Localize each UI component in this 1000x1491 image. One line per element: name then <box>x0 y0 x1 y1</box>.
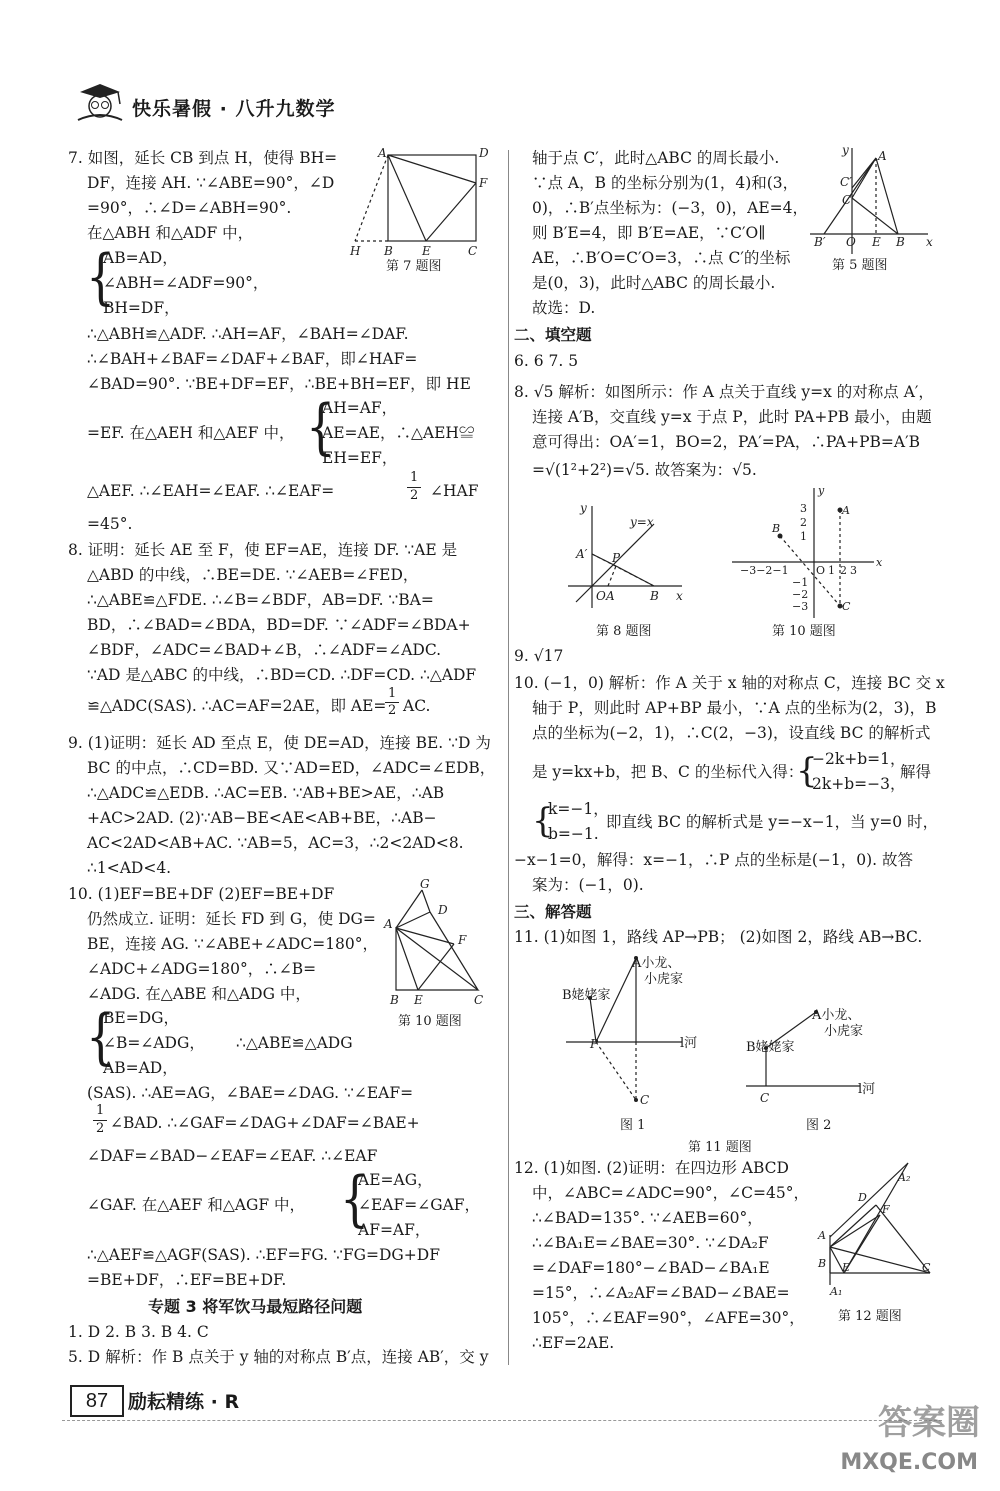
svg-text:1: 1 <box>800 530 807 543</box>
svg-text:2: 2 <box>800 516 807 529</box>
text-line: AE，∴B′O=C′O=3，∴点 C′的坐标 <box>532 249 791 267</box>
svg-text:A: A <box>606 589 615 603</box>
text-line: 轴于 P，则此时 AP+BP 最小，∵A 点的坐标为(2，3)，B <box>532 699 937 717</box>
text-line: BE=DG， <box>103 1009 180 1027</box>
text-line: AC. <box>403 697 431 715</box>
svg-text:B: B <box>384 244 393 258</box>
fraction-denominator: 2 <box>388 703 397 718</box>
text-line: 故选：D. <box>532 299 596 317</box>
svg-text:A: A <box>378 146 387 160</box>
fig11-label-a: 小虎家 <box>824 1024 864 1039</box>
svg-text:A: A <box>818 1229 826 1242</box>
text-line: b=−1. <box>548 825 599 843</box>
text-line: 案为：(−1，0). <box>532 876 644 894</box>
figure-caption: 图 2 <box>806 1118 832 1133</box>
svg-text:D: D <box>858 1191 867 1204</box>
svg-text:F: F <box>458 933 467 947</box>
fig11-label-river: l河 <box>858 1082 876 1097</box>
text-line: ∴∠BAD=135°. ∵∠AEB=60°， <box>532 1209 763 1227</box>
text-line: 在△ABH 和△ADF 中， <box>87 224 254 242</box>
svg-text:x: x <box>926 235 933 249</box>
text-line: BD，∴∠BAD=∠BDA，BD=DF. ∵∠ADF=∠BDA+ <box>87 616 471 634</box>
figure-5 <box>800 142 940 277</box>
svg-text:y=x: y=x <box>630 515 654 529</box>
text-line: 10. (−1，0) 解析：作 A 关于 x 轴的对称点 C，连接 BC 交 x <box>514 674 945 692</box>
fig11-label-a: 小虎家 <box>644 972 684 987</box>
text-line: ∴△ADC≌△EDB. ∴AC=EB. ∵AB+BE>AE，∴AB <box>87 784 445 802</box>
text-line: 轴于点 C′，此时△ABC 的周长最小. <box>532 149 780 167</box>
text-line: ∠BAD. ∴∠GAF=∠DAG+∠DAF=∠BAE+ <box>110 1114 420 1132</box>
svg-text:−2: −2 <box>792 588 809 601</box>
text-line: =√(1²+2²)=√5. 故答案为：√5. <box>532 461 757 479</box>
text-line: 是 y=kx+b，把 B、C 的坐标代入得： <box>532 763 804 781</box>
page-header-title: 快乐暑假 · 八升九数学 <box>132 98 336 120</box>
fraction-numerator: 1 <box>410 470 419 485</box>
fig11-label-river: l河 <box>680 1036 698 1051</box>
figure-caption: 第 10 题图 <box>772 624 836 639</box>
text-line: EH=EF， <box>322 449 398 467</box>
svg-text:x: x <box>676 589 683 603</box>
brace-icon: { <box>86 1000 116 1072</box>
svg-text:D: D <box>479 146 489 160</box>
text-line: 点的坐标为(−2，1)，∴C(2，−3)，设直线 BC 的解析式 <box>532 724 931 742</box>
text-line: =EF. 在△AEH 和△AEF 中， <box>87 424 295 442</box>
svg-text:P: P <box>590 1037 599 1051</box>
text-line: AB=AD， <box>103 1059 178 1077</box>
text-line: AC<2AD<AB+AC. ∵AB=5，AC=3，∴2<2AD<8. <box>87 834 464 852</box>
text-line: =15°，∴∠A₂AF=∠BAD−∠BAE= <box>532 1284 790 1302</box>
text-line: =45°. <box>87 515 133 533</box>
text-line: ∠ADG. 在△ABE 和△ADG 中， <box>87 985 311 1003</box>
text-line: (SAS). ∴AE=AG，∠BAE=∠DAG. ∵∠EAF= <box>87 1084 414 1102</box>
svg-text:C′: C′ <box>840 175 852 189</box>
text-line: AE=AE，∴△AEH≌ <box>322 424 475 442</box>
text-line: ∠HAF <box>430 482 479 500</box>
svg-text:2: 2 <box>840 564 847 577</box>
svg-text:A′: A′ <box>576 547 588 561</box>
footer-brand: 励耘精练 · R <box>128 1391 240 1413</box>
figure-caption: 第 12 题图 <box>838 1309 902 1324</box>
text-line: −x−1=0，解得：x=−1，∴P 点的坐标是(−1，0). 故答 <box>514 851 914 869</box>
text-line: AH=AF， <box>322 399 398 417</box>
svg-text:C: C <box>474 993 484 1007</box>
text-line: 1. D 2. B 3. B 4. C <box>68 1323 209 1341</box>
fig11-label-a: A小龙、 <box>632 956 681 971</box>
svg-text:−3−2−1: −3−2−1 <box>740 564 789 577</box>
text-line: DF，连接 AH. ∵∠ABE=90°，∠D <box>87 174 335 192</box>
figure-caption: 第 10 题图 <box>398 1014 462 1029</box>
watermark-logo: 答案圈 <box>878 1403 980 1443</box>
svg-text:P: P <box>612 551 621 565</box>
text-line: 105°，∴∠EAF=90°，∠AFE=30°， <box>532 1309 805 1327</box>
svg-text:O: O <box>596 589 606 603</box>
figure-10-left <box>382 878 500 1028</box>
text-line: 解得 <box>900 763 932 781</box>
svg-text:C: C <box>842 193 852 207</box>
text-line: 中，∠ABC=∠ADC=90°，∠C=45°， <box>532 1184 809 1202</box>
fraction-denominator: 2 <box>96 1121 105 1136</box>
text-line: AB=AD， <box>103 249 178 267</box>
text-line: ∵AD 是△ABC 的中线，∴BD=CD. ∴DF=CD. ∴△ADF <box>87 666 477 684</box>
fraction-numerator: 1 <box>96 1103 105 1118</box>
text-line: 即直线 BC 的解析式是 y=−x−1，当 y=0 时， <box>606 813 939 831</box>
fraction-numerator: 1 <box>388 686 397 701</box>
text-line: =∠DAF=180°−∠BAD−∠BA₁E <box>532 1259 770 1277</box>
text-line: ∴∠BA₁E=∠BAE=30°. ∵∠DA₂F <box>532 1234 769 1252</box>
text-line: BE，连接 AG. ∵∠ABE+∠ADC=180°， <box>87 935 379 953</box>
text-line: ∴∠BAH+∠BAF=∠DAF+∠BAF，即∠HAF= <box>87 350 418 368</box>
text-line: =BE+DF，∴EF=BE+DF. <box>87 1271 287 1289</box>
svg-text:E: E <box>414 993 423 1007</box>
text-line: 6. 6 7. 5 <box>514 352 579 370</box>
text-line: k=−1， <box>548 800 609 818</box>
brace-icon: { <box>86 240 116 312</box>
fig11-label-a: A小龙、 <box>812 1008 861 1023</box>
svg-text:x: x <box>876 556 883 569</box>
text-line: BH=DF， <box>103 299 180 317</box>
svg-text:D: D <box>438 903 448 917</box>
svg-text:E: E <box>872 235 881 249</box>
svg-text:y: y <box>580 501 587 515</box>
text-line: ∠ABH=∠ADF=90°， <box>103 274 269 292</box>
svg-text:B: B <box>390 993 399 1007</box>
svg-text:C: C <box>640 1093 650 1107</box>
text-line: 0)，∴B′点坐标为：(−3，0)，AE=4， <box>532 199 808 217</box>
figure-caption: 第 8 题图 <box>596 624 652 639</box>
text-line: BC 的中点，∴CD=BD. 又∵AD=ED，∠ADC=∠EDB， <box>87 759 496 777</box>
svg-text:B: B <box>772 522 781 535</box>
svg-text:−3: −3 <box>792 600 809 613</box>
section-title: 专题 3 将军饮马最短路径问题 <box>148 1297 363 1316</box>
text-line: 7. 如图，延长 CB 到点 H，使得 BH= <box>68 149 338 167</box>
footer-divider <box>62 1420 942 1421</box>
text-line: 5. D 解析：作 B 点关于 y 轴的对称点 B′点，连接 AB′，交 y <box>68 1348 489 1366</box>
watermark-url: MXQE.COM <box>840 1450 978 1475</box>
svg-text:E: E <box>422 244 431 258</box>
text-line: ∠B=∠ADG， <box>103 1034 205 1052</box>
svg-text:B: B <box>650 589 659 603</box>
text-line: AE=AG， <box>358 1171 433 1189</box>
text-line: ∴EF=2AE. <box>532 1334 615 1352</box>
svg-text:G: G <box>420 878 430 891</box>
text-line: △ABD 的中线，∴BE=DE. ∵∠AEB=∠FED， <box>87 566 419 584</box>
text-line: 9. √17 <box>514 647 564 665</box>
figure-caption: 第 11 题图 <box>688 1140 752 1155</box>
svg-text:3: 3 <box>800 502 807 515</box>
text-line: ∠ADC+∠ADG=180°，∴∠B= <box>87 960 317 978</box>
svg-text:3: 3 <box>850 564 857 577</box>
svg-text:B: B <box>896 235 905 249</box>
text-line: ∴△ABE≌△ADG <box>236 1034 353 1052</box>
svg-text:y: y <box>818 484 825 497</box>
svg-text:H: H <box>350 244 361 258</box>
text-line: ∴△AEF≌△AGF(SAS). ∴EF=FG. ∵FG=DG+DF <box>87 1246 440 1264</box>
svg-text:A₂: A₂ <box>898 1171 911 1184</box>
figure-caption: 第 7 题图 <box>386 259 442 274</box>
figure-10-right <box>728 480 888 640</box>
text-line: =90°，∴∠D=∠ABH=90°. <box>87 199 292 217</box>
svg-text:1: 1 <box>828 564 835 577</box>
text-line: ∠EAF=∠GAF， <box>358 1196 481 1214</box>
text-line: 9. (1)证明：延长 AD 至点 E，使 DE=AD，连接 BE. ∵D 为 <box>68 734 491 752</box>
svg-text:y: y <box>842 143 849 157</box>
svg-text:F: F <box>882 1203 890 1216</box>
text-line: ∵点 A，B 的坐标分别为(1，4)和(3， <box>532 174 799 192</box>
section-title: 三、解答题 <box>514 903 592 921</box>
figure-7 <box>338 145 498 273</box>
brace-icon: { <box>340 1162 370 1234</box>
svg-text:C: C <box>468 244 478 258</box>
svg-text:C: C <box>760 1091 770 1105</box>
text-line: ∴△ABH≌△ADF. ∴AH=AF，∠BAH=∠DAF. <box>87 325 409 343</box>
text-line: 8. 证明：延长 AE 至 F，使 EF=AE，连接 DF. ∵AE 是 <box>68 541 458 559</box>
svg-text:A: A <box>842 504 850 517</box>
text-line: 8. √5 解析：如图所示：作 A 点关于直线 y=x 的对称点 A′， <box>514 383 934 401</box>
text-line: ∴△ABE≌△FDE. ∴∠B=∠BDF，AB=DF. ∵BA= <box>87 591 434 609</box>
text-line: ∴1<AD<4. <box>87 859 172 877</box>
svg-text:A: A <box>384 917 393 931</box>
fig11-label-b: B姥姥家 <box>746 1040 795 1055</box>
svg-text:B: B <box>818 1257 827 1270</box>
text-line: ∠BDF，∠ADC=∠BAD+∠B，∴∠ADF=∠ADC. <box>87 641 442 659</box>
text-line: 则 B′E=4，即 B′E=AE，∵C′O∥ <box>532 224 766 242</box>
text-line: 11. (1)如图 1，路线 AP→PB； (2)如图 2，路线 AB→BC. <box>514 928 923 946</box>
svg-text:−1: −1 <box>792 576 809 589</box>
text-line: 12. (1)如图. (2)证明：在四边形 ABCD <box>514 1159 789 1177</box>
figure-12 <box>812 1155 942 1327</box>
svg-text:C: C <box>922 1261 931 1274</box>
svg-text:E: E <box>842 1261 851 1274</box>
header-mascot-icon <box>72 80 128 124</box>
svg-text:B′: B′ <box>814 235 826 249</box>
text-line: AF=AF， <box>358 1221 431 1239</box>
text-line: △AEF. ∴∠EAH=∠EAF. ∴∠EAF= <box>87 482 335 500</box>
text-line: ∠DAF=∠BAD−∠EAF=∠EAF. ∴∠EAF <box>87 1147 378 1165</box>
figure-8 <box>562 500 697 640</box>
figure-caption: 图 1 <box>620 1118 646 1133</box>
text-line: +AC>2AD. (2)∵AB−BE<AE<AB+BE，∴AB− <box>87 809 437 827</box>
fig11-label-b: B姥姥家 <box>562 988 611 1003</box>
svg-text:O: O <box>846 235 856 249</box>
text-line: ≌△ADC(SAS). ∴AC=AF=2AE，即 AE= <box>87 697 387 715</box>
section-title: 二、填空题 <box>514 326 592 344</box>
brace-icon: { <box>532 801 554 841</box>
text-line: 仍然成立. 证明：延长 FD 到 G，使 DG= <box>87 910 376 928</box>
text-line: 意可得出：OA′=1，BO=2，PA′=PA，∴PA+PB=A′B <box>532 433 921 451</box>
svg-text:A₁: A₁ <box>830 1285 843 1298</box>
column-divider <box>508 150 509 1365</box>
svg-text:C: C <box>842 600 851 613</box>
svg-text:F: F <box>479 176 488 190</box>
text-line: 10. (1)EF=BE+DF (2)EF=BE+DF <box>68 885 335 903</box>
svg-text:O: O <box>816 564 826 577</box>
brace-icon: { <box>796 751 818 791</box>
figure-11 <box>560 948 900 1153</box>
page-number: 87 <box>70 1385 124 1417</box>
svg-text:A: A <box>878 149 887 163</box>
text-line: −2k+b=1， <box>812 750 906 768</box>
brace-icon: { <box>306 390 336 462</box>
text-line: ∠GAF. 在△AEF 和△AGF 中， <box>87 1196 306 1214</box>
text-line: ∠BAD=90°. ∵BE+DF=EF，∴BE+BH=EF，即 HE <box>87 375 471 393</box>
text-line: 连接 A′B，交直线 y=x 于点 P，此时 PA+PB 最小，由题 <box>532 408 932 426</box>
figure-caption: 第 5 题图 <box>832 258 888 273</box>
text-line: 是(0，3)，此时△ABC 的周长最小. <box>532 274 776 292</box>
text-line: 2k+b=−3， <box>812 775 906 793</box>
fraction-denominator: 2 <box>410 488 419 503</box>
